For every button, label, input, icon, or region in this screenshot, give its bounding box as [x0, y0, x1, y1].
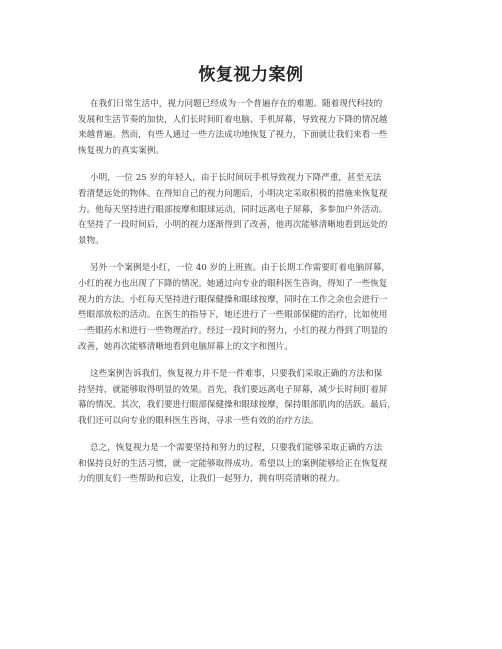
paragraph-line: 在我们日常生活中，视力问题已经成为一个普遍存在的难题。随着现代科技的: [90, 99, 383, 109]
paragraph: [78, 367, 438, 430]
paragraph-line: 景物。: [78, 236, 104, 246]
paragraph: [78, 97, 438, 160]
paragraph-line: 和保持良好的生活习惯，就一定能够取得成功。希望以上的案例能够给正在恢复视: [78, 458, 388, 469]
paragraph-line: 视力的方法。小红每天坚持进行眼保健操和眼球按摩，同时在工作之余也会进行一: [78, 294, 388, 305]
paragraph-line: 这些案例告诉我们，恢复视力并不是一件难事，只要我们采取正确的方法和保: [90, 368, 383, 379]
paragraph-line: 幕的情况。其次，我们要进行眼部保健操和眼球按摩，保持眼部肌肉的活跃。最后，: [78, 400, 396, 411]
paragraph-line: 看清楚远处的物体。在得知自己的视力问题后，小明决定采取积极的措施来恢复视: [78, 188, 388, 199]
paragraph: [78, 441, 438, 488]
paragraph-line: 恢复视力的真实案例。: [78, 146, 164, 157]
paragraph: [78, 261, 438, 355]
paragraph-line: 小明，一位 25 岁的年轻人，由于长时间玩手机导致视力下降严重，甚至无法: [90, 173, 382, 184]
paragraph-line: 力的朋友们一些帮助和启发，让我们一起努力，拥有明亮清晰的视力。: [78, 474, 345, 485]
paragraph-line: 小红的视力也出现了下降的情况。她通过向专业的眼科医生咨询，得知了一些恢复: [78, 278, 388, 289]
paragraph-line: 一些眼药水和进行一些物理治疗。经过一段时间的努力，小红的视力得到了明显的: [78, 325, 388, 336]
paragraph-line: 些眼部放松的活动。在医生的指导下，她还进行了一些眼部保健的治疗，比如使用: [78, 310, 388, 321]
paragraph-line: 来越普遍。然而，有些人通过一些方法成功地恢复了视力，下面就让我们来看一些: [78, 130, 388, 141]
paragraph-line: 我们还可以向专业的眼科医生咨询，寻求一些有效的治疗方法。: [78, 415, 319, 426]
paragraph: [78, 171, 438, 249]
paragraph-line: 力。他每天坚持进行眼部按摩和眼球运动，同时远离电子屏幕，多参加户外活动。: [78, 204, 388, 215]
paragraph-line: 持坚持，就能够取得明显的效果。首先，我们要远离电子屏幕，减少长时间盯着屏: [78, 384, 388, 395]
paragraph-line: 发展和生活节奏的加快，人们长时间盯着电脑、手机屏幕，导致视力下降的情况越: [78, 114, 388, 125]
paragraph-line: 改善，她再次能够清晰地看到电脑屏幕上的文字和图片。: [78, 341, 293, 352]
paragraph-line: 在坚持了一段时间后，小明的视力逐渐得到了改善，他再次能够清晰地看到远处的: [78, 220, 388, 231]
document-body: [78, 97, 438, 500]
paragraph-line: 总之，恢复视力是一个需要坚持和努力的过程，只要我们能够采取正确的方法: [90, 443, 383, 454]
document-title: 恢复视力案例: [198, 65, 304, 85]
paragraph-line: 另外一个案例是小红，一位 40 岁的上班族。由于长期工作需要盯着电脑屏幕，: [90, 263, 390, 274]
